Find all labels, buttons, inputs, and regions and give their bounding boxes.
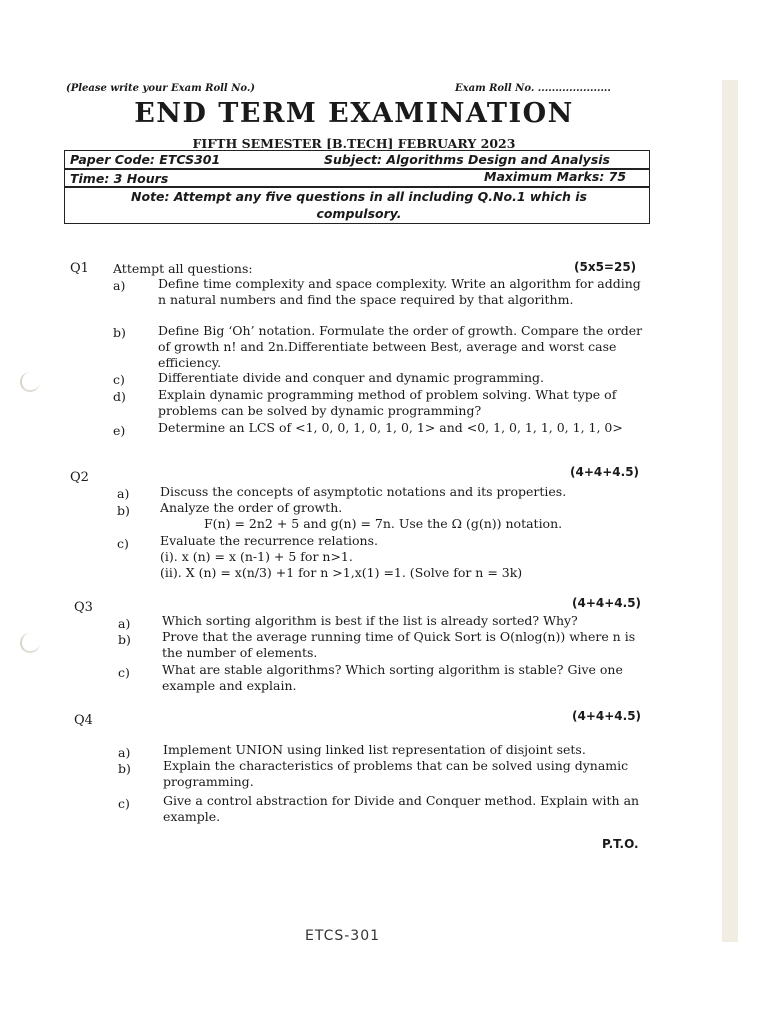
time: Time: 3 Hours xyxy=(70,171,169,186)
part-letter: b) xyxy=(117,503,130,518)
part-text: Analyze the order of growth. xyxy=(160,500,343,515)
paper-edge xyxy=(722,80,738,942)
part-letter: a) xyxy=(113,278,126,293)
question-intro: Attempt all questions: xyxy=(113,261,253,276)
part-letter: c) xyxy=(118,796,130,811)
page-title: END TERM EXAMINATION xyxy=(134,98,574,129)
part-text: Implement UNION using linked list representation of disjoint sets. xyxy=(163,742,586,757)
part-text: Prove that the average running time of Quick Sort is O(nlog(n)) where n is the number of elements. xyxy=(162,629,636,660)
question-label: Q1 xyxy=(70,261,89,276)
handwritten-code: ETCS-301 xyxy=(305,928,381,944)
part-text: Give a control abstraction for Divide and Conquer method. Explain with an example. xyxy=(163,793,640,824)
part-letter: e) xyxy=(113,423,126,438)
part-letter: b) xyxy=(118,761,131,776)
part-letter: c) xyxy=(118,665,130,680)
punch-hole xyxy=(20,633,40,653)
max-marks: Maximum Marks: 75 xyxy=(484,169,627,184)
part-letter: a) xyxy=(117,486,130,501)
exam-subtitle: FIFTH SEMESTER [B.TECH] FEBRUARY 2023 xyxy=(192,136,516,151)
part-text: Which sorting algorithm is best if the list is already sorted? Why? xyxy=(162,613,578,628)
question-label: Q3 xyxy=(74,600,93,615)
part-text: Define time complexity and space complexity. Write an algorithm for adding n natural numbers and find the space required by that algorithm. xyxy=(158,276,641,307)
part-subline: (ii). X (n) = x(n/3) +1 for n >1,x(1) =1. (Solve for n = 3k) xyxy=(160,565,523,580)
part-formula: F(n) = 2n2 + 5 and g(n) = 7n. Use the Ω (g(n)) notation. xyxy=(204,516,563,531)
paper-code: Paper Code: ETCS301 xyxy=(70,152,221,167)
pto-label: P.T.O. xyxy=(602,837,639,851)
part-subline: (i). x (n) = x (n-1) + 5 for n>1. xyxy=(160,549,353,564)
part-text: Differentiate divide and conquer and dynamic programming. xyxy=(158,370,545,385)
question-label: Q2 xyxy=(70,470,89,485)
part-text: Evaluate the recurrence relations. xyxy=(160,533,378,548)
part-letter: b) xyxy=(113,325,126,340)
part-text: Explain the characteristics of problems that can be solved using dynamic programming. xyxy=(163,758,629,789)
note: Note: Attempt any five questions in all including Q.No.1 which is compulsory. xyxy=(131,189,587,221)
question-marks: (4+4+4.5) xyxy=(572,596,642,610)
part-text: Determine an LCS of <1, 0, 0, 1, 0, 1, 0, 1> and <0, 1, 0, 1, 1, 0, 1, 1, 0> xyxy=(158,420,623,435)
question-marks: (5x5=25) xyxy=(574,260,637,274)
part-letter: c) xyxy=(113,372,125,387)
part-text: Define Big ‘Oh’ notation. Formulate the order of growth. Compare the order of growth n! and 2n.Differentiate between Best, average and worst case efficiency. xyxy=(158,323,643,370)
part-letter: a) xyxy=(118,616,131,631)
roll-field: Exam Roll No. ..................... xyxy=(455,83,611,94)
part-text: Explain dynamic programming method of problem solving. What type of problems can be solved by dynamic programming? xyxy=(158,387,617,418)
part-letter: b) xyxy=(118,632,131,647)
punch-hole xyxy=(20,372,40,392)
part-letter: d) xyxy=(113,389,126,404)
question-marks: (4+4+4.5) xyxy=(572,709,642,723)
part-letter: a) xyxy=(118,745,131,760)
part-letter: c) xyxy=(117,536,129,551)
question-label: Q4 xyxy=(74,713,93,728)
part-text: Discuss the concepts of asymptotic notations and its properties. xyxy=(160,484,567,499)
roll-note: (Please write your Exam Roll No.) xyxy=(66,83,256,94)
question-marks: (4+4+4.5) xyxy=(570,465,640,479)
part-text: What are stable algorithms? Which sorting algorithm is stable? Give one example and explain. xyxy=(162,662,623,693)
subject: Subject: Algorithms Design and Analysis xyxy=(324,152,610,167)
